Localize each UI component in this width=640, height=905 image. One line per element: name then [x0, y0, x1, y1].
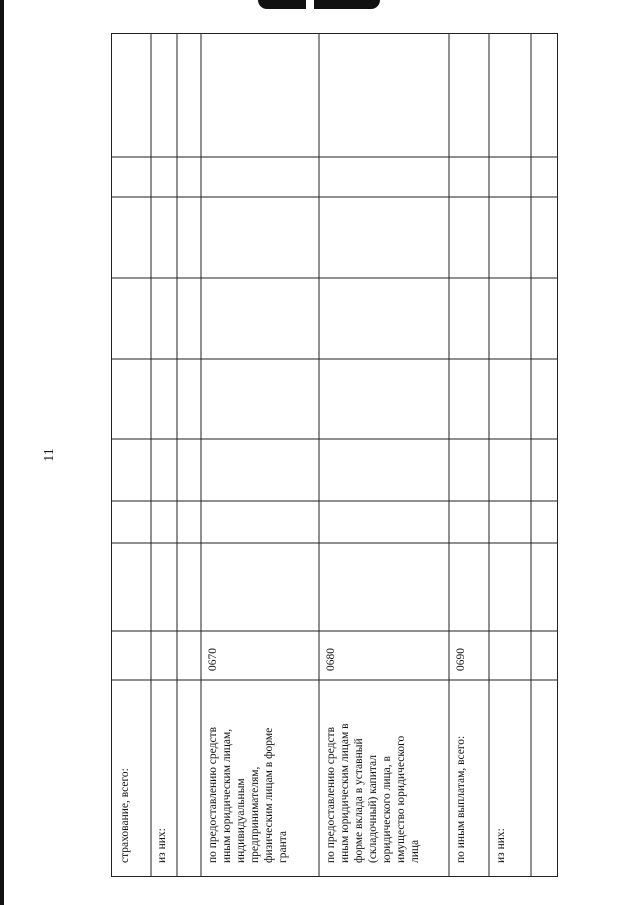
row-label-line: по предоставлению средств: [207, 726, 219, 863]
row-label-line: (складочный) капитал: [367, 755, 379, 863]
row-label-line: индивидуальным: [235, 778, 247, 863]
row-label-line: из них:: [495, 828, 507, 863]
row-label-line: страхование, всего:: [119, 768, 131, 863]
scan-left-edge: [0, 0, 4, 905]
row-label-line: иным юридическим лицам,: [221, 728, 233, 863]
scan-binding-mark: [258, 0, 380, 9]
row-code: 0680: [325, 648, 337, 671]
row-label-line: юридического лица, в: [381, 756, 393, 863]
row-label-line: физическим лицам в форме: [263, 727, 275, 863]
row-label-line: из них:: [156, 828, 168, 863]
row-label-line: форме вклада в уставный: [353, 738, 365, 863]
row-label-line: иным юридическим лицам в: [339, 723, 351, 863]
row-label-line: лица: [409, 839, 421, 863]
row-label-line: по иным выплатам, всего:: [455, 735, 467, 863]
row-label-line: гранта: [277, 831, 289, 863]
row-label-line: предпринимателям,: [249, 766, 261, 863]
row-label-line: по предоставлению средств: [325, 726, 337, 863]
page-number: 11: [42, 448, 57, 462]
row-label-line: имущество юридического: [395, 735, 407, 863]
data-table: [111, 33, 558, 877]
row-code: 0690: [455, 648, 467, 671]
row-code: 0670: [207, 648, 219, 671]
